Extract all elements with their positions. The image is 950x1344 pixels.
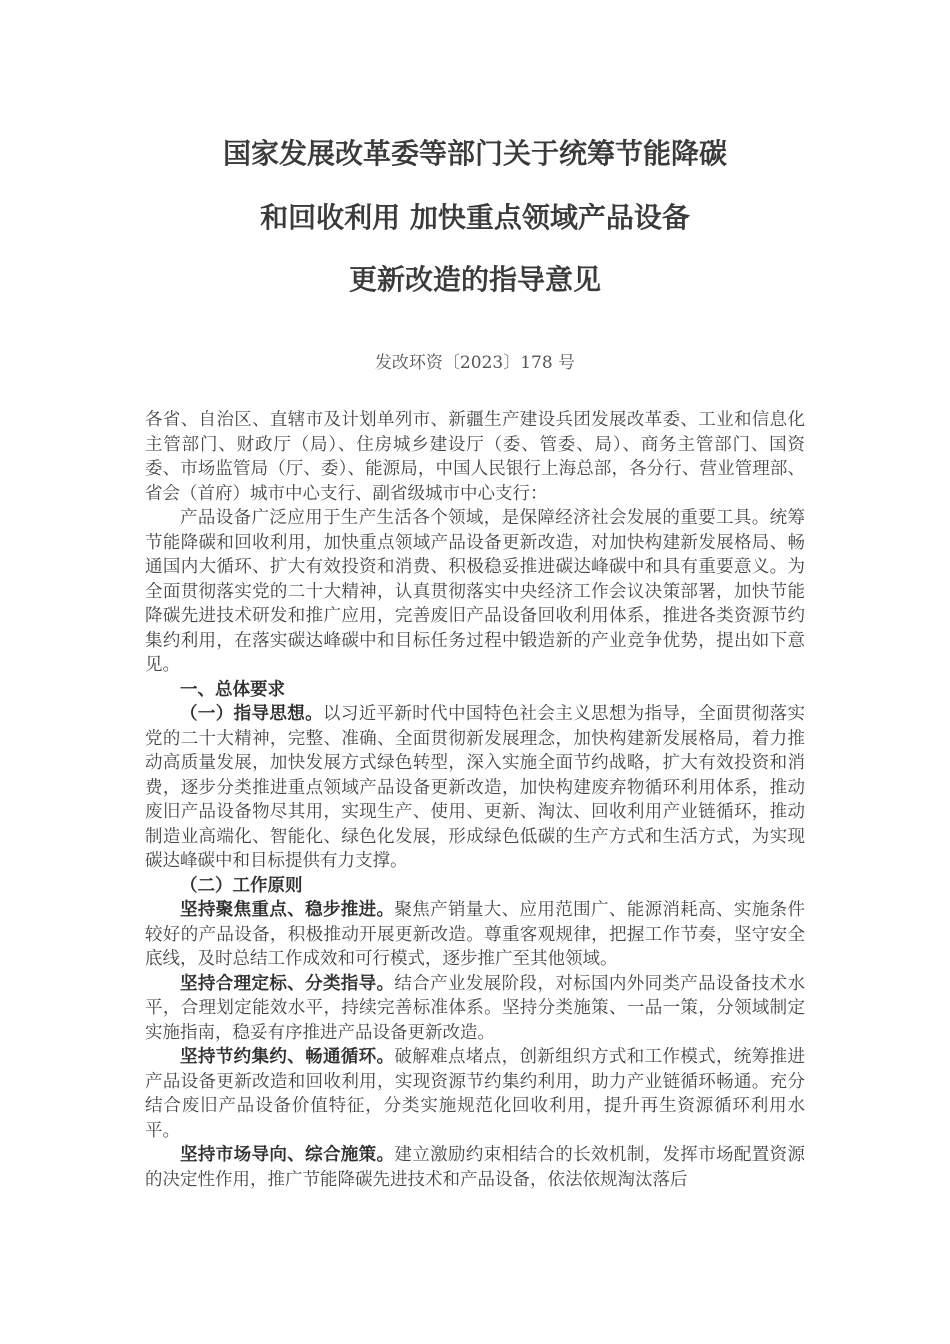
document-number: 发改环资〔2023〕178 号 <box>374 353 576 373</box>
document-title-line-1: 国家发展改革委等部门关于统筹节能降碳 <box>222 137 727 170</box>
principle-paragraph-1 <box>145 898 805 972</box>
document-body <box>145 408 805 1192</box>
principle-3-text: 破解难点堵点，创新组织方式和工作模式，统筹推进产品设备更新改造和回收利用，实现资源节约集约利用，助力产业链循环畅通。充分结合废旧产品设备价值特征，分类实施规范化回收利用，提升再生资源循环利用水平。 <box>145 1047 806 1141</box>
principle-paragraph-3 <box>145 1045 805 1143</box>
principle-1-lead: 坚持聚焦重点、稳步推进。 <box>180 900 395 920</box>
guiding-ideology-lead: （一）指导思想。 <box>180 704 323 724</box>
document-title-line-2: 和回收利用 加快重点领域产品设备 <box>260 201 690 234</box>
principle-3-lead: 坚持节约集约、畅通循环。 <box>180 1047 395 1067</box>
principle-1-text: 聚焦产销量大、应用范围广、能源消耗高、实施条件较好的产品设备，积极推动开展更新改造。尊重客观规律，把握工作节奏，坚守安全底线，及时总结工作成效和可行模式，逐步推广至其他领域。 <box>145 900 806 969</box>
principle-2-lead: 坚持合理定标、分类指导。 <box>180 973 395 994</box>
guiding-ideology-text: 以习近平新时代中国特色社会主义思想为指导，全面贯彻落实党的二十大精神，完整、准确、全面贯彻新发展理念，加快构建新发展格局，着力推动高质量发展，加快发展方式绿色转型，深入实施全面节约战略，扩大有效投资和消费，逐步分类推进重点领域产品设备更新改造，加快构建废弃物循环利用体系，推动废旧产品设备物尽其用，实现生产、使用、更新、淘汰、回收利用产业链循环，推动制造业高端化、智能化、绿色化发展，形成绿色低碳的生产方式和生活方式，为实现碳达峰碳中和目标提供有力支撑。 <box>145 704 806 871</box>
principle-4-lead: 坚持市场导向、综合施策。 <box>180 1145 395 1165</box>
subsection-heading-work-principles: （二）工作原则 <box>180 875 303 896</box>
document-title-line-3: 更新改造的指导意见 <box>348 263 601 296</box>
principle-paragraph-4 <box>145 1143 805 1192</box>
principle-2-text: 结合产业发展阶段，对标国内外同类产品设备技术水平，合理划定能效水平，持续完善标准体系。坚持分类施策、一品一策，分领域制定实施指南，稳妥有序推进产品设备更新改造。 <box>145 973 806 1043</box>
principle-4-text: 建立激励约束相结合的长效机制，发挥市场配置资源的决定性作用，推广节能降碳先进技术和产品设备，依法依规淘汰落后 <box>145 1145 806 1190</box>
addressee-paragraph: 各省、自治区、直辖市及计划单列市、新疆生产建设兵团发展改革委、工业和信息化主管部门、财政厅（局）、住房城乡建设厅（委、管委、局）、商务主管部门、国资委、市场监管局（厅、委）、能源局，中国人民银行上海总部，各分行、营业管理部、省会（首府）城市中心支行、副省级城市中心支行： <box>145 410 805 504</box>
guiding-ideology-paragraph <box>145 702 805 874</box>
intro-paragraph: 产品设备广泛应用于生产生活各个领域，是保障经济社会发展的重要工具。统筹节能降碳和回收利用，加快重点领域产品设备更新改造，对加快构建新发展格局、畅通国内大循环、扩大有效投资和消费、积极稳妥推进碳达峰碳中和具有重要意义。为全面贯彻落实党的二十大精神，认真贯彻落实中央经济工作会议决策部署，加快节能降碳先进技术研发和推广应用，完善废旧产品设备回收利用体系，推进各类资源节约集约利用，在落实碳达峰碳中和目标任务过程中锻造新的产业竞争优势，提出如下意见。 <box>145 508 805 675</box>
section-heading-general-requirements: 一、总体要求 <box>180 679 285 700</box>
principle-paragraph-2 <box>145 972 805 1046</box>
